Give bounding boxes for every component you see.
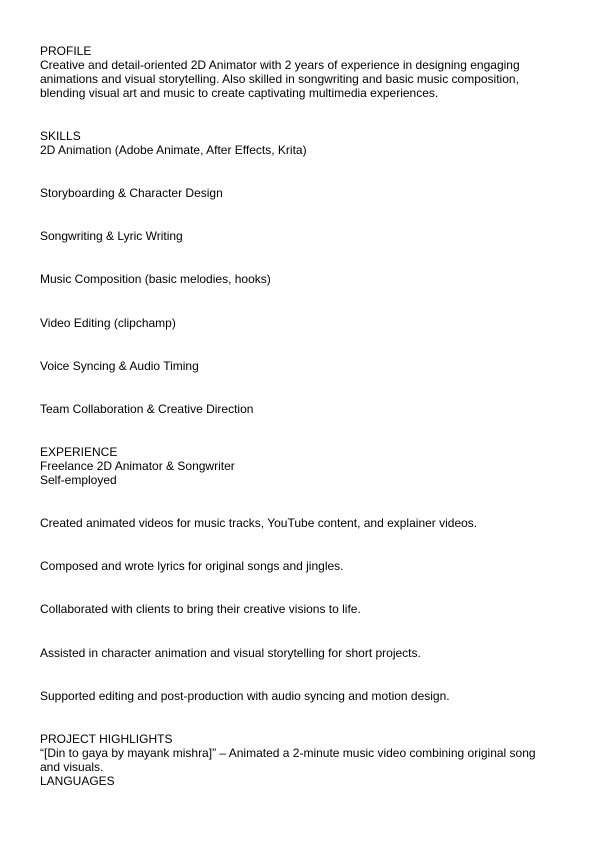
skills-heading: SKILLS (40, 129, 81, 143)
projects-heading: PROJECT HIGHLIGHTS (40, 732, 173, 746)
profile-heading: PROFILE (40, 44, 92, 58)
experience-item: Created animated videos for music tracks, YouTube content, and explainer videos. (40, 516, 478, 530)
project-text-line-1: “[Din to gaya by mayank mishra]” – Animated a 2-minute music video combining original song (40, 746, 536, 760)
experience-item: Composed and wrote lyrics for original songs and jingles. (40, 559, 344, 573)
skill-item: Video Editing (clipchamp) (40, 316, 176, 330)
skill-item: Songwriting & Lyric Writing (40, 229, 183, 243)
languages-heading: LANGUAGES (40, 774, 115, 788)
profile-text-line-3: blending visual art and music to create captivating multimedia experiences. (40, 86, 439, 100)
experience-item: Collaborated with clients to bring their creative visions to life. (40, 602, 361, 616)
experience-employer: Self-employed (40, 473, 117, 487)
skill-item: Voice Syncing & Audio Timing (40, 359, 199, 373)
skill-item: 2D Animation (Adobe Animate, After Effects, Krita) (40, 143, 307, 157)
skill-item: Team Collaboration & Creative Direction (40, 402, 254, 416)
experience-item: Assisted in character animation and visual storytelling for short projects. (40, 646, 421, 660)
skill-item: Music Composition (basic melodies, hooks) (40, 272, 271, 286)
profile-text-line-2: animations and visual storytelling. Also skilled in songwriting and basic music composition, (40, 72, 519, 86)
experience-item: Supported editing and post-production with audio syncing and motion design. (40, 689, 450, 703)
experience-role: Freelance 2D Animator & Songwriter (40, 459, 235, 473)
project-text-line-2: and visuals. (40, 760, 104, 774)
profile-text-line-1: Creative and detail-oriented 2D Animator with 2 years of experience in designing engaging (40, 58, 520, 72)
experience-heading: EXPERIENCE (40, 445, 118, 459)
skill-item: Storyboarding & Character Design (40, 186, 223, 200)
